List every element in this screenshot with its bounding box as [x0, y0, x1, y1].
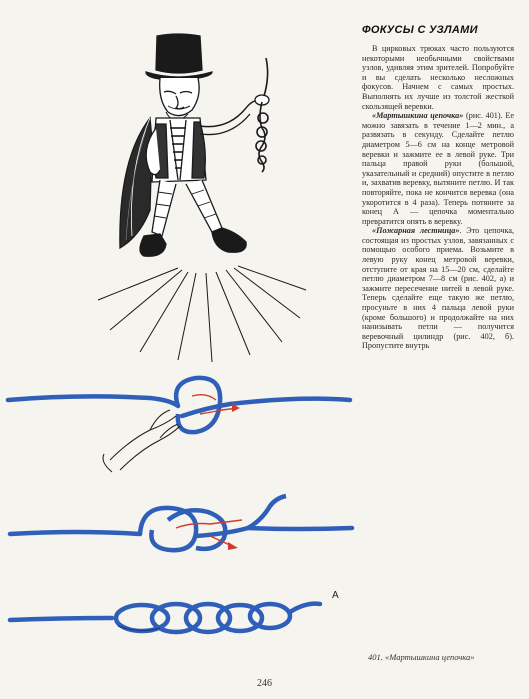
top-hat	[146, 34, 212, 80]
floor-rays	[98, 266, 306, 362]
term-fire-ladder: «Пожарная лестница»	[372, 226, 460, 236]
paragraph-intro: В цирковых трюках часто пользуются некоторыми необычными свойствами узлов, удивляя этим зрителей. Попробуйте и вы сделать несколько несложных фокусов. Начнем с самых простых. Выполнять их лучше из толстой жесткой скользящей веревки.	[362, 44, 514, 111]
cape	[120, 118, 152, 248]
magician-illustration	[98, 34, 306, 362]
paragraph-monkey-chain-body: (рис. 401). Ее можно завязать в течение 1—2 мин., а развязать в секунду. Сделайте петлю диаметром 5—6 см на конце метровой веревки и зажмите ее в левой руке. Три пальца правой руки (большой, указательный и средний) опустите в петлю и, захватив веревку, вытяните петлю. И так повторяйте, пока не кончится веревка (она укоротится в 4 раза). Теперь потяните за конец А — цепочка моментально превратится опять в веревку.	[362, 111, 514, 226]
hand-sketch	[103, 410, 180, 472]
paragraph-fire-ladder-body: . Это цепочка, состоящая из простых узлов, завязанных с помощью особого приема. Возьмите в левую руку конец метровой веревки, отступите от края на 15—20 см, сделайте петлю диаметром 7—8 см (рис. 402, а) и зажмите пересечение нитей в левой руке. Теперь сделайте еще такую же петлю, просуньте в них 4 пальца левой руки (кроме большого) и продолжайте на них нанизывать петли — получится веревочный цилиндр (рис. 402, б). Пропустите внутрь	[362, 226, 514, 351]
rope-end-label: А	[332, 590, 339, 601]
legs	[152, 180, 222, 236]
knot-step-1	[8, 378, 350, 472]
figure-caption: 401. «Мартышкина цепочка»	[368, 652, 475, 662]
page-heading: ФОКУСЫ С УЗЛАМИ	[362, 24, 478, 36]
term-monkey-chain: «Мартышкина цепочка»	[372, 111, 464, 121]
page-number: 246	[257, 678, 272, 689]
body	[152, 118, 206, 182]
head	[160, 78, 199, 121]
knot-step-3	[10, 604, 320, 632]
held-rope	[256, 58, 268, 172]
knot-step-2	[10, 496, 352, 550]
